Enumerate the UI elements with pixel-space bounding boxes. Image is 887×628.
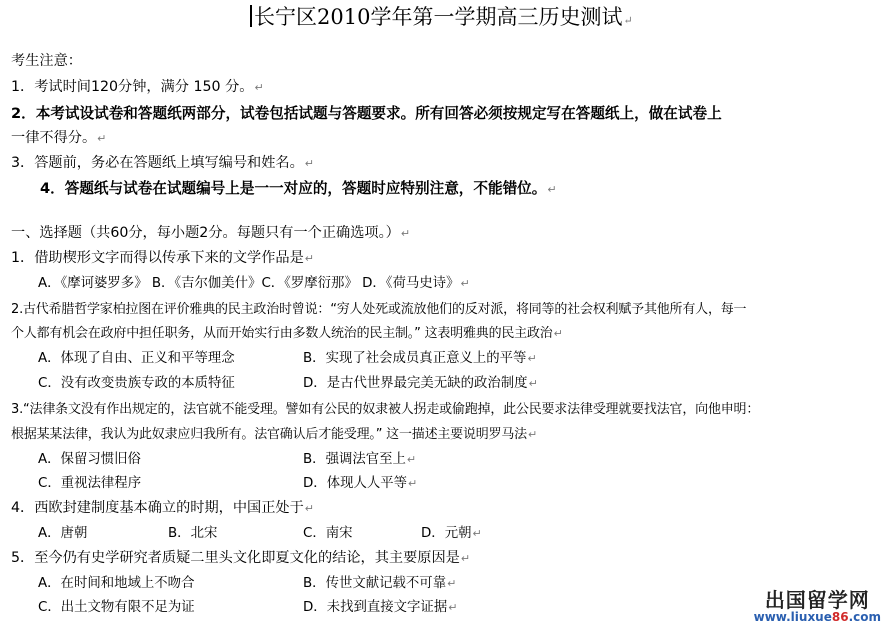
watermark-name: 出国留学网 [764, 588, 870, 612]
question-stem: 1．借助楔形文字而得以传承下来的文学作品是↵ [11, 250, 314, 266]
question-option: B．强调法官至上↵ [303, 452, 417, 467]
notice-item: 一律不得分。↵ [11, 130, 107, 146]
question-option: A．唐朝 [38, 526, 88, 541]
document-title: 长宁区2010学年第一学期高三历史测试↵ [250, 4, 633, 34]
question-stem: 5．至今仍有史学研究者质疑二里头文化即夏文化的结论，其主要原因是↵ [11, 550, 471, 566]
section-heading: 一、选择题（共60分，每小题2分。每题只有一个正确选项。）↵ [11, 225, 411, 241]
notice-item: 1．考试时间120分钟，满分 150 分。↵ [11, 79, 264, 95]
question-option: B．传世文献记载不可靠↵ [303, 576, 457, 591]
question-option: C．重视法律程序 [38, 476, 142, 491]
notice-item: 3．答题前，务必在答题纸上填写编号和姓名。↵ [11, 155, 314, 171]
question-option: A．体现了自由、正义和平等理念 [38, 351, 235, 366]
watermark-url: www.liuxue86.com [753, 610, 881, 624]
text-cursor [250, 5, 252, 27]
question-option: B．实现了社会成员真正意义上的平等↵ [303, 351, 537, 366]
question-option: D．未找到直接文字证据↵ [303, 600, 458, 615]
question-option: D．元朝↵ [421, 526, 482, 541]
question-option: C．出土文物有限不足为证 [38, 600, 195, 615]
question-stem: 根据某某法律，我认为此奴隶应归我所有。法官确认后才能受理。” 这一描述主要说明罗马法↵ [11, 427, 537, 442]
question-option: A．《摩诃婆罗多》 B．《吉尔伽美什》C．《罗摩衍那》 D．《荷马史诗》↵ [38, 276, 470, 291]
question-option: C．南宋 [303, 526, 353, 541]
question-stem: 2.古代希腊哲学家柏拉图在评价雅典的民主政治时曾说：“穷人处死或流放他们的反对派，将同等的社会权利赋予其他所有人，每一 [11, 302, 747, 317]
question-stem: 个人都有机会在政府中担任职务，从而开始实行由多数人统治的民主制。” 这表明雅典的民主政治↵ [11, 326, 563, 341]
question-option: D．体现人人平等↵ [303, 476, 418, 491]
site-watermark [754, 589, 881, 624]
question-option: C．没有改变贵族专政的本质特征 [38, 376, 235, 391]
notice-item: 2．本考试设试卷和答题纸两部分，试卷包括试题与答题要求。所有回答必须按规定写在答题纸上，做在试卷上 [11, 105, 722, 122]
question-option: A．保留习惯旧俗 [38, 452, 141, 467]
question-option: B．北宋 [168, 526, 218, 541]
question-option: A．在时间和地域上不吻合 [38, 576, 195, 591]
question-stem: 3.“法律条文没有作出规定的，法官就不能受理。譬如有公民的奴隶被人拐走或偷跑掉，此公民要求法律受理就要找法官，向他申明： [11, 402, 760, 417]
question-stem: 4．西欧封建制度基本确立的时期，中国正处于↵ [11, 500, 314, 516]
question-option: D．是古代世界最完美无缺的政治制度↵ [303, 376, 538, 391]
notice-item: 4．答题纸与试卷在试题编号上是一一对应的，答题时应特别注意，不能错位。↵ [40, 180, 557, 197]
notice-heading: 考生注意： [11, 53, 82, 69]
